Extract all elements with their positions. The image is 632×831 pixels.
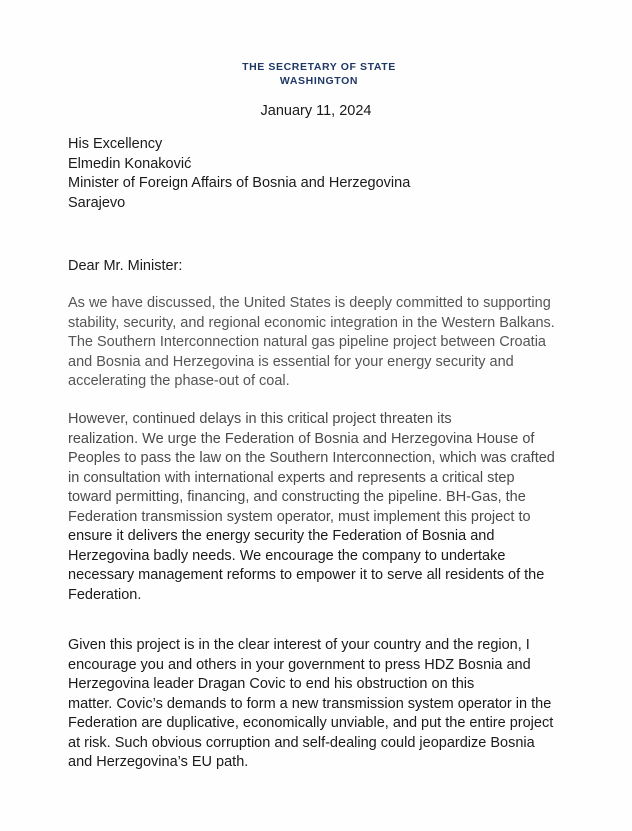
paragraph-line: and Bosnia and Herzegovina is essential for your energy security and (68, 353, 514, 370)
letterhead-city: WASHINGTON (279, 75, 359, 87)
paragraph-line: realization. We urge the Federation of Bosnia and Herzegovina House of (68, 430, 535, 447)
recipient-address (68, 135, 410, 213)
paragraph-line: necessary management reforms to empower it to serve all residents of the (68, 567, 545, 583)
paragraph-line: Federation are duplicative, economically unviable, and put the entire project (68, 715, 554, 731)
paragraph-line: in consultation with international experts and represents a critical step (68, 469, 515, 486)
body-paragraph-1 (68, 294, 598, 392)
paragraph-line: stability, security, and regional economic integration in the Western Balkans. (68, 314, 555, 331)
letter-date: January 11, 2024 (260, 103, 372, 119)
recipient-title: Minister of Foreign Affairs of Bosnia and Herzegovina (68, 175, 411, 191)
paragraph-line: Federation. (68, 586, 142, 603)
paragraph-line: Peoples to pass the law on the Southern Interconnection, which was crafted (68, 450, 555, 466)
paragraph-line: As we have discussed, the United States is deeply committed to supporting (68, 295, 551, 311)
paragraph-line: ensure it delivers the energy security the Federation of Bosnia and (68, 528, 495, 544)
recipient-name: Elmedin Konaković (68, 155, 192, 172)
paragraph-line: encourage you and others in your government to press HDZ Bosnia and (68, 656, 531, 673)
paragraph-line: Herzegovina leader Dragan Covic to end his obstruction on this (68, 676, 475, 692)
paragraph-line: toward permitting, financing, and constructing the pipeline. BH-Gas, the (68, 489, 526, 505)
recipient-honorific: His Excellency (68, 136, 163, 152)
salutation: Dear Mr. Minister: (68, 258, 183, 274)
paragraph-line: Federation transmission system operator, must implement this project to (68, 508, 531, 525)
paragraph-line: and Herzegovina’s EU path. (68, 754, 249, 770)
letterhead (0, 60, 632, 88)
paragraph-line: The Southern Interconnection natural gas pipeline project between Croatia (68, 334, 546, 350)
letterhead-title: THE SECRETARY OF STATE (242, 61, 396, 73)
paragraph-line: However, continued delays in this critical project threaten its (68, 411, 452, 427)
paragraph-line: accelerating the phase-out of coal. (68, 373, 290, 389)
paragraph-line: Given this project is in the clear interest of your country and the region, I (68, 637, 530, 653)
paragraph-line: at risk. Such obvious corruption and self-dealing could jeopardize Bosnia (68, 734, 535, 751)
recipient-city: Sarajevo (68, 194, 126, 211)
paragraph-line: Herzegovina badly needs. We encourage the company to undertake (68, 547, 506, 564)
body-paragraph-2 (68, 410, 598, 605)
body-paragraph-3 (68, 636, 598, 773)
paragraph-line: matter. Covic’s demands to form a new transmission system operator in the (68, 695, 552, 712)
